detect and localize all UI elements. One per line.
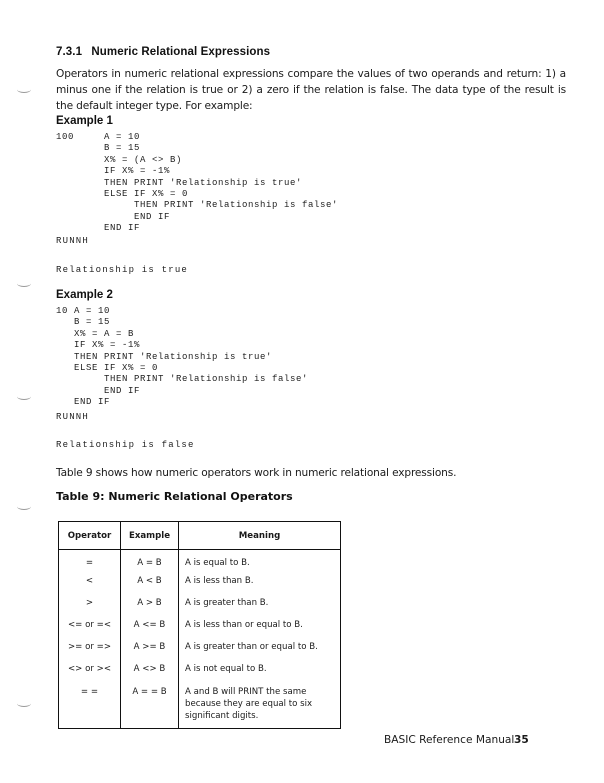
- example-cell: A = = B: [121, 683, 179, 729]
- code-line: X% = (A <> B): [56, 154, 183, 165]
- table-row: [59, 683, 341, 729]
- table-header-row: [59, 522, 341, 550]
- example-2-output: Relationship is false: [56, 440, 195, 450]
- example-1-output: Relationship is true: [56, 265, 189, 275]
- example-1-title: Example 1: [56, 115, 113, 127]
- code-line: THEN PRINT 'Relationship is false': [56, 200, 339, 211]
- code-line: X% = A = B: [56, 328, 135, 339]
- table-row: [59, 573, 341, 595]
- operator-cell: =: [59, 550, 121, 574]
- meaning-cell: A is less than B.: [179, 573, 341, 595]
- code-line: END IF: [56, 397, 111, 408]
- binding-hole-mark: [17, 700, 31, 707]
- page-number: 35: [514, 734, 529, 746]
- code-line: ELSE IF X% = 0: [56, 189, 189, 200]
- table-row: [59, 661, 341, 683]
- example-1-run-command: RUNNH: [56, 236, 90, 246]
- example-cell: A = B: [121, 550, 179, 574]
- code-line: ELSE IF X% = 0: [56, 363, 159, 374]
- operator-cell: <> or ><: [59, 661, 121, 683]
- meaning-cell: A is less than or equal to B.: [179, 617, 341, 639]
- header-meaning: Meaning: [179, 522, 341, 550]
- binding-hole-mark: [17, 503, 31, 510]
- relational-operators-table: [58, 521, 341, 729]
- example-cell: A >= B: [121, 639, 179, 661]
- operator-cell: = =: [59, 683, 121, 729]
- example-2-run-command: RUNNH: [56, 412, 90, 422]
- section-number: 7.3.1: [56, 46, 83, 58]
- code-line: END IF: [56, 385, 141, 396]
- code-line: END IF: [56, 223, 141, 234]
- meaning-cell: A is greater than B.: [179, 595, 341, 617]
- table-row: [59, 595, 341, 617]
- operator-cell: >= or =>: [59, 639, 121, 661]
- binding-hole-mark: [17, 86, 31, 93]
- code-line: 100 A = 10: [56, 132, 141, 142]
- section-heading: [56, 46, 270, 58]
- section-title: Numeric Relational Expressions: [91, 46, 271, 58]
- table-intro-paragraph: Table 9 shows how numeric operators work in numeric relational expressions.: [56, 467, 457, 479]
- meaning-cell: A and B will PRINT the same because they are equal to six significant digits.: [179, 683, 341, 729]
- code-line: B = 15: [56, 317, 111, 328]
- page-footer: [384, 734, 529, 746]
- code-line: THEN PRINT 'Relationship is false': [56, 374, 309, 385]
- code-line: THEN PRINT 'Relationship is true': [56, 351, 273, 362]
- binding-hole-mark: [17, 393, 31, 400]
- code-line: B = 15: [56, 143, 141, 154]
- header-operator: Operator: [59, 522, 121, 550]
- code-line: IF X% = -1%: [56, 340, 141, 351]
- manual-title: BASIC Reference Manual: [384, 734, 515, 746]
- meaning-cell: A is not equal to B.: [179, 661, 341, 683]
- example-cell: A > B: [121, 595, 179, 617]
- meaning-cell: A is equal to B.: [179, 550, 341, 574]
- meaning-cell: A is greater than or equal to B.: [179, 639, 341, 661]
- code-line: THEN PRINT 'Relationship is true': [56, 177, 303, 188]
- intro-paragraph: Operators in numeric relational expressions compare the values of two operands and return: 1) a minus one if the relation is true or 2) a zero if the relation is false. The data type of the result is the default integer type. For example:: [56, 68, 566, 112]
- operator-cell: <= or =<: [59, 617, 121, 639]
- binding-hole-mark: [17, 280, 31, 287]
- header-example: Example: [121, 522, 179, 550]
- example-2-title: Example 2: [56, 289, 113, 301]
- example-cell: A < B: [121, 573, 179, 595]
- table-row: [59, 550, 341, 574]
- example-2-code: [56, 306, 308, 409]
- code-line: IF X% = -1%: [56, 166, 171, 177]
- example-cell: A <> B: [121, 661, 179, 683]
- code-line: END IF: [56, 211, 171, 222]
- table-title: Table 9: Numeric Relational Operators: [56, 490, 293, 503]
- code-line: 10 A = 10: [56, 306, 111, 316]
- table-row: [59, 639, 341, 661]
- operator-cell: <: [59, 573, 121, 595]
- operator-cell: >: [59, 595, 121, 617]
- example-cell: A <= B: [121, 617, 179, 639]
- table-row: [59, 617, 341, 639]
- example-1-code: [56, 132, 338, 235]
